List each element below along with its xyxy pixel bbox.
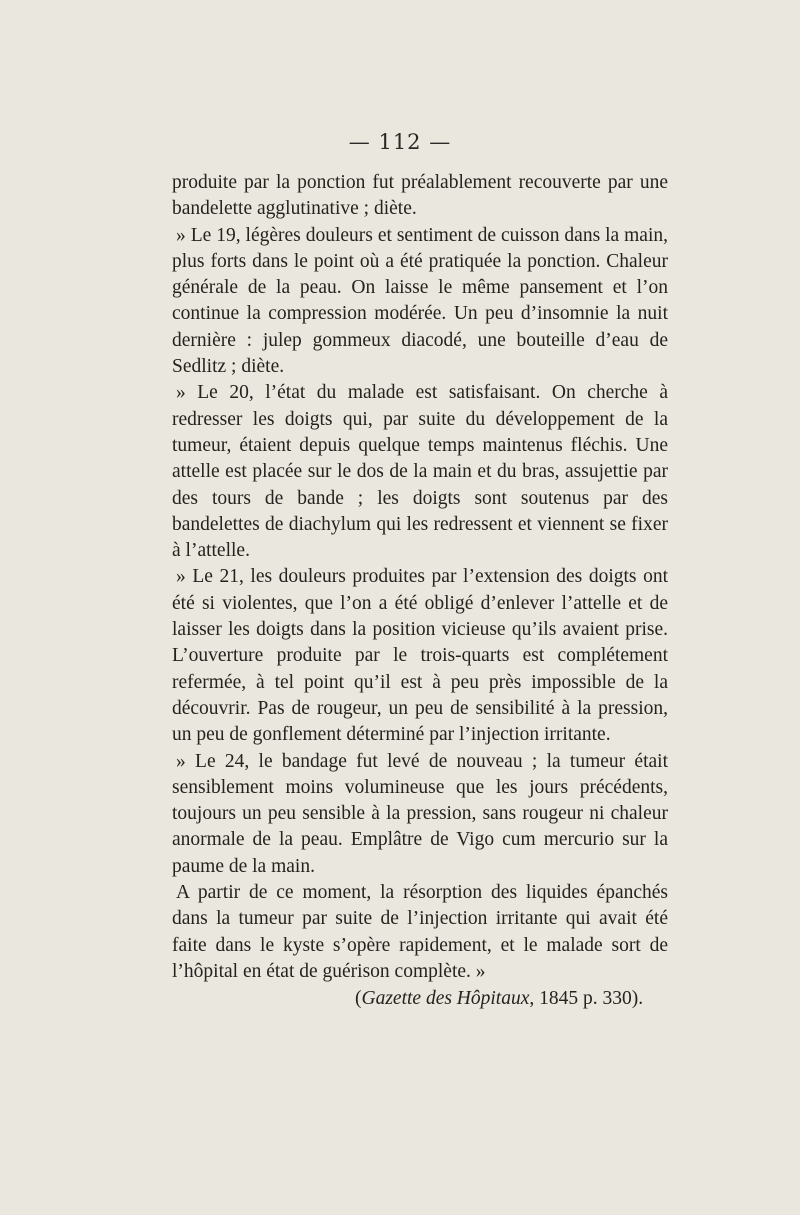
- citation-rest: , 1845 p. 330).: [529, 988, 644, 1009]
- citation-open: (: [355, 988, 362, 1009]
- paragraph-2: » Le 19, légères douleurs et sentiment de cuisson dans la main, plus forts dans le point où a été pratiquée la ponction. Chaleur générale de la peau. On laisse le même pansement et l’on continue la compression modérée. Un peu d’insomnie la nuit dernière : julep gommeux diacodé, une bouteille d’eau de Sedlitz ; diète.: [172, 224, 668, 378]
- body-text: [172, 170, 668, 985]
- paragraph-4: » Le 21, les douleurs produites par l’extension des doigts ont été si violentes, que l’on a été obligé d’enlever l’attelle et de laisser les doigts dans la position vicieuse qu’ils avaient prise. L’ouverture produite par le trois-quarts est complétement refermée, à tel point qu’il est à peu près impossible de la découvrir. Pas de rougeur, un peu de sensibilité à la pression, un peu de gonflement déterminé par l’injection irritante.: [172, 566, 668, 746]
- paragraph-1: produite par la ponction fut préalablement recouverte par une bandelette agglutinative ; diète.: [172, 172, 668, 220]
- paragraph-5: » Le 24, le bandage fut levé de nouveau ; la tumeur était sensiblement moins volumineuse que les jours précédents, toujours un peu sensible à la pression, sans rougeur ni chaleur anormale de la peau. Emplâtre de Vigo cum mercurio sur la paume de la main.: [172, 750, 668, 877]
- paragraph-3: » Le 20, l’état du malade est satisfaisant. On cherche à redresser les doigts qui, par suite du développement de la tumeur, étaient depuis quelque temps maintenus fléchis. Une attelle est placée sur le dos de la main et du bras, assujettie par des tours de bande ; les doigts sont soutenus par des bandelettes de diachylum qui les redressent et viennent se fixer à l’attelle.: [172, 382, 668, 562]
- citation: [355, 986, 643, 1012]
- paragraph-6: A partir de ce moment, la résorption des liquides épanchés dans la tumeur par suite de l’injection irritante qui avait été faite dans le kyste s’opère rapidement, et le malade sort de l’hôpital en état de guérison complète. »: [172, 882, 668, 982]
- page-number: — 112 —: [348, 130, 452, 154]
- citation-journal: Gazette des Hôpitaux: [361, 988, 530, 1009]
